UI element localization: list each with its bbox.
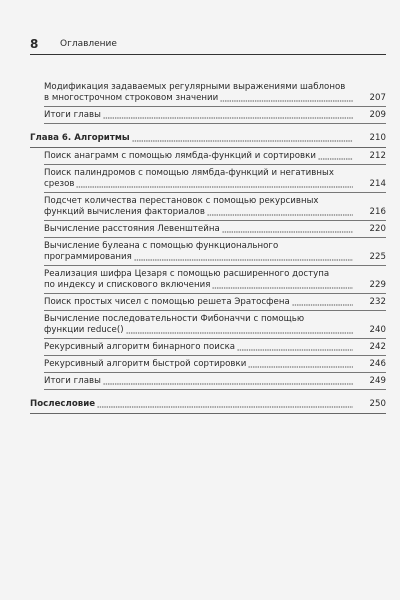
dot-leader xyxy=(237,344,353,351)
toc-page-number: 209 xyxy=(369,110,386,120)
toc-entry[interactable] xyxy=(30,359,386,370)
toc-entry-title xyxy=(44,196,353,218)
toc-entry-line: Вычисление последовательности Фибоначчи с помощью xyxy=(44,314,305,324)
dot-leader xyxy=(220,95,353,102)
toc-page-number: 240 xyxy=(369,325,386,335)
dot-leader xyxy=(222,226,353,233)
toc-entry-line: Поиск простых чисел с помощью решета Эратосфена xyxy=(44,297,290,307)
toc-entry[interactable] xyxy=(30,224,386,235)
dot-leader xyxy=(292,299,353,306)
toc-entry-line: Рекурсивный алгоритм быстрой сортировки xyxy=(44,359,247,369)
running-header xyxy=(30,36,386,55)
toc-page-number: 229 xyxy=(369,280,386,290)
toc-entry-line: функции reduce() xyxy=(44,325,124,335)
dot-leader xyxy=(97,401,353,408)
toc-entry[interactable] xyxy=(30,342,386,353)
toc-entry-title xyxy=(44,151,353,162)
toc-entry-line: Поиск анаграмм с помощью лямбда-функций и сортировки xyxy=(44,151,316,161)
toc-entry[interactable] xyxy=(30,110,386,121)
toc-entry[interactable] xyxy=(30,297,386,308)
toc-entry-line: по индексу и спискового включения xyxy=(44,280,211,290)
dot-leader xyxy=(134,254,353,261)
toc-entry-line: Итоги главы xyxy=(44,110,101,120)
toc-page-number: 225 xyxy=(369,252,386,262)
toc-entry-line: Вычисление расстояния Левенштейна xyxy=(44,224,220,234)
toc-entry[interactable] xyxy=(30,269,386,291)
table-of-contents xyxy=(30,82,386,417)
toc-page-number: 216 xyxy=(369,207,386,217)
toc-entry-line: Вычисление булеана с помощью функционального xyxy=(44,241,279,251)
toc-page-number: 210 xyxy=(369,133,386,143)
toc-entry-title xyxy=(44,359,353,370)
running-header-title: Оглавление xyxy=(60,39,117,49)
toc-entry-line: программирования xyxy=(44,252,132,262)
toc-page-number: 214 xyxy=(369,179,386,189)
dot-leader xyxy=(103,378,353,385)
toc-entry-line: Реализация шифра Цезаря с помощью расширенного доступа xyxy=(44,269,330,279)
toc-entry-title xyxy=(44,110,353,121)
toc-entry[interactable] xyxy=(30,82,386,104)
toc-entry-line: функций вычисления факториалов xyxy=(44,207,205,217)
toc-entry-title xyxy=(44,241,353,263)
toc-entry-line: срезов xyxy=(44,179,75,189)
toc-page-number: 220 xyxy=(369,224,386,234)
toc-entry-title xyxy=(44,224,353,235)
toc-entry-title xyxy=(44,376,353,387)
dot-leader xyxy=(318,153,353,160)
toc-page-number: 232 xyxy=(369,297,386,307)
toc-entry[interactable] xyxy=(30,196,386,218)
toc-page-number: 249 xyxy=(369,376,386,386)
toc-page-number: 242 xyxy=(369,342,386,352)
toc-entry-line: Итоги главы xyxy=(44,376,101,386)
toc-entry-title xyxy=(44,82,353,104)
toc-entry-line: Модификация задаваемых регулярными выражениями шаблонов xyxy=(44,82,346,92)
toc-entry-title xyxy=(44,314,353,336)
toc-entry[interactable] xyxy=(30,376,386,387)
toc-entry-line: Подсчет количества перестановок с помощью рекурсивных xyxy=(44,196,319,206)
toc-page-number: 250 xyxy=(369,399,386,409)
dot-leader xyxy=(76,181,353,188)
toc-entry[interactable] xyxy=(30,241,386,263)
toc-page-number: 212 xyxy=(369,151,386,161)
toc-page-number: 246 xyxy=(369,359,386,369)
toc-chapter-entry[interactable] xyxy=(30,399,386,410)
toc-entry-title xyxy=(44,269,353,291)
toc-entry[interactable] xyxy=(30,168,386,190)
toc-entry-title xyxy=(44,342,353,353)
toc-chapter-title: Послесловие xyxy=(30,399,96,409)
toc-entry[interactable] xyxy=(30,314,386,336)
toc-chapter-title: Глава 6. Алгоритмы xyxy=(30,133,130,143)
dot-leader xyxy=(207,209,353,216)
toc-entry-title xyxy=(44,168,353,190)
toc-entry-title xyxy=(30,399,353,410)
dot-leader xyxy=(103,112,353,119)
dot-leader xyxy=(212,282,353,289)
toc-page-number: 207 xyxy=(369,93,386,103)
toc-entry-line: Рекурсивный алгоритм бинарного поиска xyxy=(44,342,236,352)
page-number: 8 xyxy=(30,37,39,51)
toc-entry-line: Поиск палиндромов с помощью лямбда-функций и негативных xyxy=(44,168,334,178)
toc-entry-line: в многострочном строковом значении xyxy=(44,93,219,103)
toc-entry[interactable] xyxy=(30,151,386,162)
dot-leader xyxy=(248,361,353,368)
toc-chapter-entry[interactable] xyxy=(30,133,386,144)
toc-entry-title xyxy=(30,133,353,144)
toc-entry-title xyxy=(44,297,353,308)
dot-leader xyxy=(132,135,353,142)
dot-leader xyxy=(126,327,353,334)
